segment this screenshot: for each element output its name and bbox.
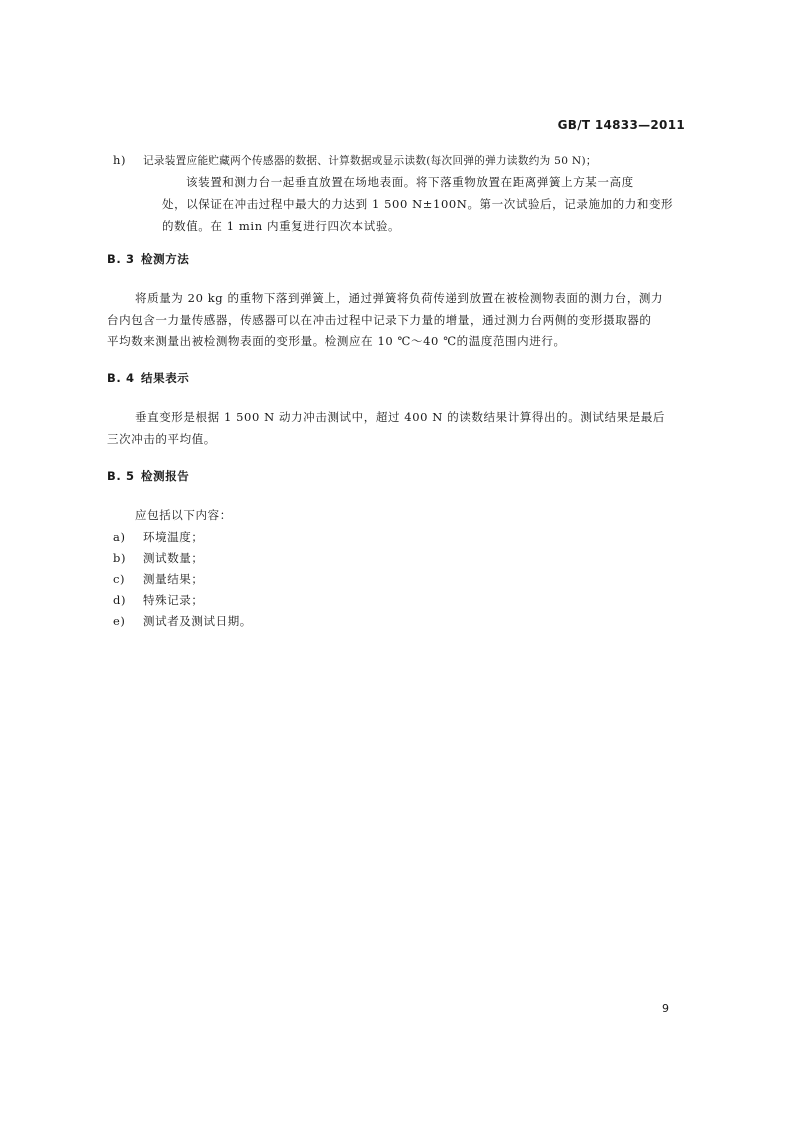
item-h-marker: h) [113, 153, 127, 167]
section-b5-number: B. 5 [107, 469, 135, 483]
item-h-line-1 [113, 149, 597, 172]
section-b5-heading [107, 465, 189, 487]
list-item-marker: a) [113, 530, 126, 544]
page-number: 9 [662, 1002, 669, 1015]
section-b5-intro: 应包括以下内容： [135, 508, 232, 522]
list-item-marker: e) [113, 614, 126, 628]
section-b5-title: 检测报告 [141, 469, 190, 483]
list-item-text: 测试者及测试日期。 [143, 614, 252, 628]
list-item-marker: c) [113, 572, 126, 586]
list-item [113, 547, 204, 569]
list-item [113, 589, 204, 611]
section-b3-line-2: 台内包含一力量传感器，传感器可以在冲击过程中记录下力量的增量，通过测力台两侧的变形摄取器的 [107, 313, 652, 327]
list-item-text: 环境温度； [143, 530, 204, 544]
section-b3-title: 检测方法 [141, 252, 190, 266]
list-item-text: 特殊记录； [143, 593, 204, 607]
list-item-marker: d) [113, 593, 127, 607]
list-item-marker: b) [113, 551, 127, 565]
section-b4-title: 结果表示 [141, 371, 190, 385]
section-b4-heading [107, 367, 189, 389]
list-item [113, 568, 204, 590]
section-b3-line-1: 将质量为 20 kg 的重物下落到弹簧上，通过弹簧将负荷传递到放置在被检测物表面的测力台，测力 [135, 291, 664, 305]
section-b4-line-2: 三次冲击的平均值。 [107, 432, 216, 446]
list-item [113, 526, 204, 548]
item-h-line-3: 处，以保证在冲击过程中最大的力达到 1 500 N±100N。第一次试验后，记录施加的力和变形 [162, 197, 674, 211]
standard-number: GB/T 14833—2011 [557, 118, 685, 132]
list-item [113, 610, 252, 632]
item-h-line-4: 的数值。在 1 min 内重复进行四次本试验。 [162, 219, 401, 233]
item-h-text-1: 记录装置应能贮藏两个传感器的数据、计算数据或显示读数(每次回弹的弹力读数约为 50 N)； [143, 155, 597, 167]
item-h-line-2: 该装置和测力台一起垂直放置在场地表面。将下落重物放置在距离弹簧上方某一高度 [186, 175, 634, 189]
section-b3-line-3: 平均数来测量出被检测物表面的变形量。检测应在 10 ℃～40 ℃的温度范围内进行。 [107, 334, 566, 348]
list-item-text: 测量结果； [143, 572, 204, 586]
section-b3-heading [107, 248, 189, 270]
section-b4-number: B. 4 [107, 371, 135, 385]
list-item-text: 测试数量； [143, 551, 204, 565]
section-b4-line-1: 垂直变形是根据 1 500 N 动力冲击测试中，超过 400 N 的读数结果计算得出的。测试结果是最后 [135, 410, 666, 424]
section-b3-number: B. 3 [107, 252, 135, 266]
